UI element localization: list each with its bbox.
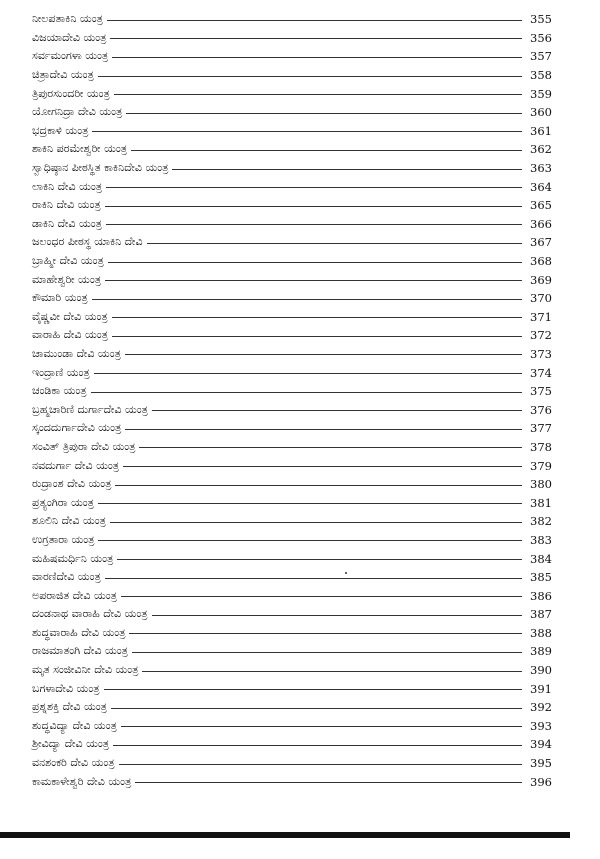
- toc-leader-line: [98, 76, 522, 77]
- toc-entry: [32, 66, 552, 85]
- toc-entry-title: ವನಶಂಕರಿ ದೇವಿ ಯಂತ್ರ: [32, 756, 115, 770]
- toc-entry-title: ಡಾಕಿನಿ ದೇವಿ ಯಂತ್ರ: [32, 216, 102, 230]
- toc-leader-line: [125, 429, 522, 430]
- toc-entry-page: 387: [530, 607, 552, 622]
- toc-leader-line: [104, 689, 522, 690]
- toc-entry-title: ಶುದ್ಧವಿದ್ಯಾ ದೇವಿ ಯಂತ್ರ: [32, 718, 117, 732]
- toc-entry-title: ಇಂದ್ರಾಣಿ ಯಂತ್ರ: [32, 365, 90, 379]
- toc-entry: [32, 493, 552, 512]
- toc-entry: [32, 159, 552, 178]
- toc-entry: [32, 698, 552, 717]
- toc-leader-line: [126, 113, 522, 114]
- toc-leader-line: [121, 726, 522, 727]
- bottom-rule: [0, 832, 570, 838]
- toc-entry: [32, 345, 552, 364]
- toc-entry-page: 393: [530, 718, 552, 733]
- toc-entry: [32, 568, 552, 587]
- toc-entry-title: ದಂಡನಾಥ ವಾರಾಹಿ ದೇವಿ ಯಂತ್ರ: [32, 607, 148, 621]
- toc-entry-page: 386: [530, 588, 552, 603]
- toc-entry-page: 395: [530, 756, 552, 771]
- toc-entry: [32, 661, 552, 680]
- toc-entry: [32, 308, 552, 327]
- toc-entry-page: 374: [530, 365, 552, 380]
- toc-entry: [32, 363, 552, 382]
- toc-entry-title: ಸಂವಿತ್ ತ್ರಿಪುರಾ ದೇವಿ ಯಂತ್ರ: [32, 439, 136, 453]
- toc-entry-title: ಮಹಿಷಮರ್ಧಿನಿ ಯಂತ್ರ: [32, 551, 114, 565]
- toc-entry: [32, 549, 552, 568]
- toc-entry-page: 391: [530, 681, 552, 696]
- toc-leader-line: [91, 392, 522, 393]
- toc-leader-line: [106, 224, 522, 225]
- toc-leader-line: [98, 540, 522, 541]
- toc-entry-page: 360: [530, 105, 552, 120]
- toc-entry-title: ಉಗ್ರತಾರಾ ಯಂತ್ರ: [32, 532, 95, 546]
- toc-entry: [32, 84, 552, 103]
- toc-entry: [32, 586, 552, 605]
- toc-entry: [32, 717, 552, 736]
- toc-entry: [32, 735, 552, 754]
- toc-entry: [32, 177, 552, 196]
- toc-entry-title: ಚಿತ್ರಾದೇವಿ ಯಂತ್ರ: [32, 68, 94, 82]
- toc-leader-line: [172, 169, 522, 170]
- toc-entry: [32, 233, 552, 252]
- toc-entry-title: ಕೌಮಾರಿ ಯಂತ್ರ: [32, 291, 88, 305]
- toc-entry-page: 377: [530, 421, 552, 436]
- toc-entry-page: 368: [530, 254, 552, 269]
- toc-leader-line: [152, 410, 522, 411]
- toc-entry-title: ರಾಜಮಾತಂಗಿ ದೇವಿ ಯಂತ್ರ: [32, 644, 128, 658]
- toc-entry-title: ಸ್ವಾಧಿಷ್ಠಾನ ಪೀಠಸ್ಥಿತ ಕಾಕಿನಿದೇವಿ ಯಂತ್ರ: [32, 161, 169, 175]
- toc-leader-line: [113, 745, 522, 746]
- toc-entry-page: 357: [530, 49, 552, 64]
- toc-leader-line: [105, 280, 522, 281]
- toc-leader-line: [117, 559, 522, 560]
- toc-entry: [32, 103, 552, 122]
- toc-entry-page: 384: [530, 551, 552, 566]
- toc-entry-title: ಮಾಹೇಶ್ವರೀ ಯಂತ್ರ: [32, 272, 101, 286]
- toc-entry-page: 375: [530, 384, 552, 399]
- table-of-contents: [32, 10, 552, 791]
- toc-entry-title: ಬ್ರಾಹ್ಮೀ ದೇವಿ ಯಂತ್ರ: [32, 254, 104, 268]
- toc-entry-title: ಪ್ರತ್ಯಂಗಿರಾ ಯಂತ್ರ: [32, 495, 94, 509]
- toc-entry-page: 356: [530, 30, 552, 45]
- toc-leader-line: [135, 782, 522, 783]
- toc-entry: [32, 419, 552, 438]
- toc-entry-title: ಚಾಮುಂಡಾ ದೇವಿ ಯಂತ್ರ: [32, 346, 121, 360]
- toc-leader-line: [105, 206, 522, 207]
- toc-entry-page: 363: [530, 161, 552, 176]
- toc-leader-line: [92, 131, 522, 132]
- toc-entry-title: ನವದುರ್ಗಾ ದೇವಿ ಯಂತ್ರ: [32, 458, 120, 472]
- toc-leader-line: [131, 150, 522, 151]
- toc-leader-line: [98, 503, 522, 504]
- toc-leader-line: [107, 20, 522, 21]
- toc-leader-line: [152, 615, 522, 616]
- toc-entry-page: 396: [530, 774, 552, 789]
- toc-entry-title: ರುದ್ರಾಂಶ ದೇವಿ ಯಂತ್ರ: [32, 477, 112, 491]
- toc-entry: [32, 531, 552, 550]
- toc-entry-title: ಪ್ರಶ್ನಶಕ್ತಿ ದೇವಿ ಯಂತ್ರ: [32, 700, 107, 714]
- toc-entry-page: 392: [530, 700, 552, 715]
- toc-entry-title: ಶಾಕಿನಿ ಪರಮೇಶ್ವರೀ ಯಂತ್ರ: [32, 142, 128, 156]
- toc-leader-line: [106, 187, 522, 188]
- toc-entry-page: 370: [530, 291, 552, 306]
- toc-entry-title: ವೈಷ್ಣವೀ ದೇವಿ ಯಂತ್ರ: [32, 309, 108, 323]
- toc-entry: [32, 605, 552, 624]
- toc-entry-title: ಸರ್ವಮಂಗಳಾ ಯಂತ್ರ: [32, 49, 109, 63]
- toc-leader-line: [92, 299, 522, 300]
- toc-entry: [32, 29, 552, 48]
- toc-entry: [32, 122, 552, 141]
- toc-entry: [32, 382, 552, 401]
- toc-leader-line: [142, 671, 522, 672]
- toc-entry: [32, 772, 552, 791]
- toc-entry-page: 365: [530, 198, 552, 213]
- toc-entry: [32, 754, 552, 773]
- toc-entry: [32, 624, 552, 643]
- toc-entry-title: ಕಾಮಕಾಳೇಶ್ವರಿ ದೇವಿ ಯಂತ್ರ: [32, 774, 132, 788]
- toc-entry-page: 376: [530, 402, 552, 417]
- toc-entry-page: 359: [530, 86, 552, 101]
- toc-entry: [32, 215, 552, 234]
- toc-leader-line: [112, 317, 522, 318]
- toc-entry: [32, 252, 552, 271]
- toc-entry: [32, 400, 552, 419]
- toc-leader-line: [147, 243, 522, 244]
- toc-entry: [32, 642, 552, 661]
- toc-entry-page: 390: [530, 663, 552, 678]
- toc-entry-title: ನೀಲಪತಾಕಿನಿ ಯಂತ್ರ: [32, 12, 103, 26]
- toc-entry-page: 367: [530, 235, 552, 250]
- toc-entry-title: ಮೃತ ಸಂಜೀವಿನೀ ದೇವಿ ಯಂತ್ರ: [32, 663, 139, 677]
- toc-entry-page: 378: [530, 439, 552, 454]
- speck: [345, 572, 347, 574]
- toc-entry-title: ಭದ್ರಕಾಳಿ ಯಂತ್ರ: [32, 123, 89, 137]
- toc-leader-line: [121, 596, 522, 597]
- toc-leader-line: [114, 94, 522, 95]
- toc-entry: [32, 475, 552, 494]
- toc-leader-line: [108, 262, 522, 263]
- toc-entry-title: ತ್ರಿಪುರಸುಂದರೀ ಯಂತ್ರ: [32, 86, 110, 100]
- toc-entry-page: 372: [530, 328, 552, 343]
- toc-entry-page: 364: [530, 179, 552, 194]
- toc-entry: [32, 270, 552, 289]
- toc-leader-line: [110, 38, 522, 39]
- toc-entry: [32, 512, 552, 531]
- toc-leader-line: [119, 764, 522, 765]
- toc-entry: [32, 47, 552, 66]
- toc-entry-title: ಬ್ರಹ್ಮಚಾರಿಣಿ ದುರ್ಗಾದೇವಿ ಯಂತ್ರ: [32, 402, 148, 416]
- toc-leader-line: [123, 466, 522, 467]
- toc-entry-title: ಅಪರಾಜಿತ ದೇವಿ ಯಂತ್ರ: [32, 588, 117, 602]
- toc-entry-page: 385: [530, 570, 552, 585]
- toc-entry-page: 394: [530, 737, 552, 752]
- toc-leader-line: [112, 336, 522, 337]
- toc-entry-page: 383: [530, 532, 552, 547]
- toc-entry-title: ಶ್ರೀವಿದ್ಯಾ ದೇವಿ ಯಂತ್ರ: [32, 737, 110, 751]
- toc-entry-page: 388: [530, 625, 552, 640]
- toc-leader-line: [110, 522, 522, 523]
- toc-entry-page: 361: [530, 123, 552, 138]
- toc-entry-title: ವಾರಾಹಿ ದೇವಿ ಯಂತ್ರ: [32, 328, 108, 342]
- toc-entry-title: ವಾರಣಿದೇವಿ ಯಂತ್ರ: [32, 570, 101, 584]
- toc-leader-line: [129, 633, 522, 634]
- toc-entry: [32, 196, 552, 215]
- toc-entry-title: ಸ್ಕಂದದುರ್ಗಾದೇವಿ ಯಂತ್ರ: [32, 421, 122, 435]
- toc-leader-line: [105, 578, 522, 579]
- toc-entry-page: 366: [530, 216, 552, 231]
- toc-entry-title: ಶೂಲಿನಿ ದೇವಿ ಯಂತ್ರ: [32, 514, 106, 528]
- toc-entry-title: ವಿಜಯಾದೇವಿ ಯಂತ್ರ: [32, 30, 107, 44]
- toc-leader-line: [132, 652, 522, 653]
- toc-entry-page: 379: [530, 458, 552, 473]
- toc-entry: [32, 289, 552, 308]
- toc-leader-line: [111, 708, 522, 709]
- toc-entry: [32, 326, 552, 345]
- toc-entry-title: ಚಂಡಿಕಾ ಯಂತ್ರ: [32, 384, 87, 398]
- toc-entry-title: ಬಗಳಾದೇವಿ ಯಂತ್ರ: [32, 681, 100, 695]
- toc-leader-line: [115, 485, 522, 486]
- toc-entry-page: 362: [530, 142, 552, 157]
- toc-entry: [32, 438, 552, 457]
- toc-entry-page: 389: [530, 644, 552, 659]
- toc-entry-page: 373: [530, 346, 552, 361]
- toc-entry-title: ಜಲಂಧರ ಪೀಠಸ್ಥ ಯಾಕಿನಿ ದೇವಿ: [32, 235, 143, 249]
- toc-entry-page: 369: [530, 272, 552, 287]
- toc-entry: [32, 10, 552, 29]
- toc-entry: [32, 140, 552, 159]
- toc-entry-title: ರಾಕಿನಿ ದೇವಿ ಯಂತ್ರ: [32, 198, 101, 212]
- toc-entry-title: ಶುದ್ಧವಾರಾಹಿ ದೇವಿ ಯಂತ್ರ: [32, 625, 126, 639]
- toc-entry-page: 381: [530, 495, 552, 510]
- toc-entry: [32, 679, 552, 698]
- toc-entry-page: 382: [530, 514, 552, 529]
- toc-entry-title: ಲಾಕಿನಿ ದೇವಿ ಯಂತ್ರ: [32, 179, 103, 193]
- toc-entry: [32, 456, 552, 475]
- toc-leader-line: [112, 57, 522, 58]
- toc-entry-page: 358: [530, 68, 552, 83]
- toc-leader-line: [94, 373, 522, 374]
- toc-entry-title: ಯೋಗನಿದ್ರಾ ದೇವಿ ಯಂತ್ರ: [32, 105, 123, 119]
- toc-entry-page: 380: [530, 477, 552, 492]
- toc-entry-page: 355: [530, 12, 552, 27]
- toc-leader-line: [139, 447, 522, 448]
- toc-entry-page: 371: [530, 309, 552, 324]
- toc-leader-line: [125, 354, 522, 355]
